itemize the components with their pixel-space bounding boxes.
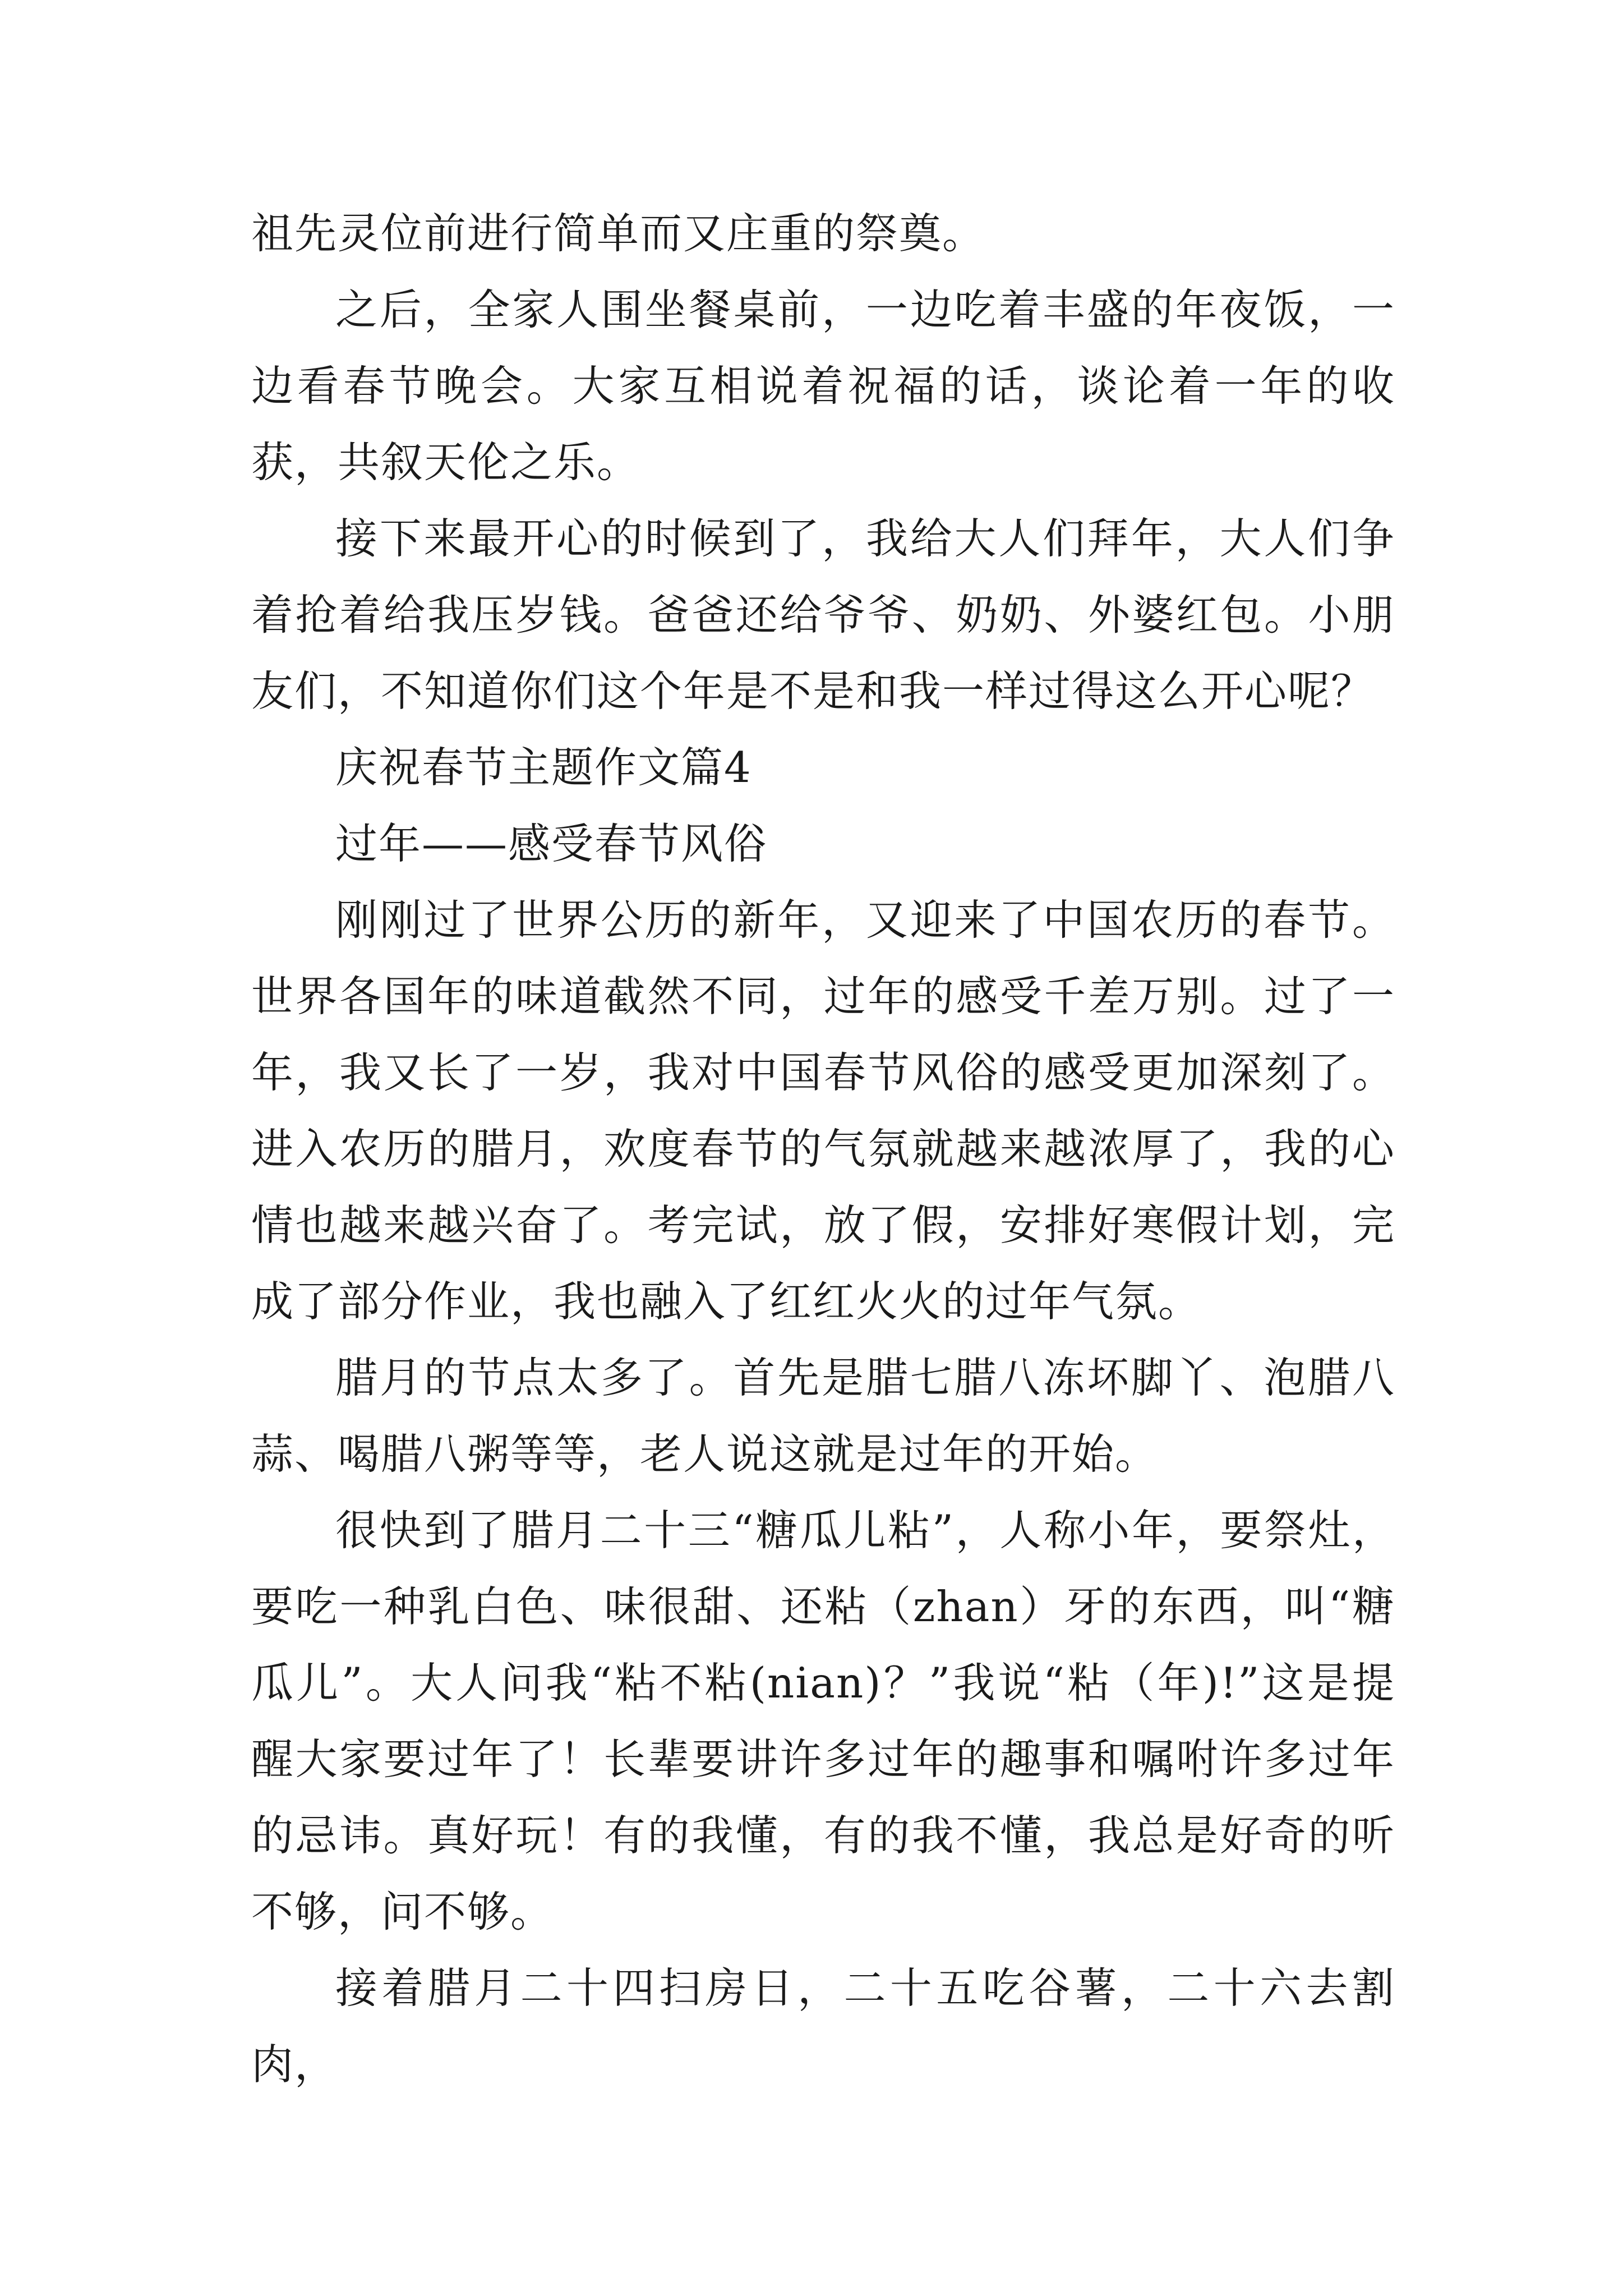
- paragraph: 祖先灵位前进行简单而又庄重的祭奠。: [251, 209, 986, 258]
- essay-title: 过年——感受春节风俗: [335, 819, 768, 868]
- document-body: [251, 195, 1395, 2102]
- paragraph: 接下来最开心的时候到了，我给大人们拜年，大人们争着抢着给我压岁钱。爸爸还给爷爷、奶奶、外婆红包。小朋友们，不知道你们这个年是不是和我一样过得这么开心呢？: [251, 514, 1395, 716]
- paragraph: 接着腊月二十四扫房日，二十五吃谷薯，二十六去割肉，: [251, 1963, 1395, 2089]
- paragraph: 之后，全家人围坐餐桌前，一边吃着丰盛的年夜饭，一边看春节晚会。大家互相说着祝福的话，谈论着一年的收获，共叙天伦之乐。: [251, 285, 1395, 487]
- section-heading: 庆祝春节主题作文篇4: [335, 743, 752, 792]
- paragraph: 腊月的节点太多了。首先是腊七腊八冻坏脚丫、泡腊八蒜、喝腊八粥等等，老人说这就是过年的开始。: [251, 1353, 1395, 1479]
- paragraph: 刚刚过了世界公历的新年，又迎来了中国农历的春节。世界各国年的味道截然不同，过年的感受千差万别。过了一年，我又长了一岁，我对中国春节风俗的感受更加深刻了。进入农历的腊月，欢度春节的气氛就越来越浓厚了，我的心情也越来越兴奋了。考完试，放了假，安排好寒假计划，完成了部分作业，我也融入了红红火火的过年气氛。: [251, 895, 1395, 1326]
- paragraph: 很快到了腊月二十三“糖瓜儿粘”，人称小年，要祭灶，要吃一种乳白色、味很甜、还粘（zhan）牙的东西，叫“糖瓜儿”。大人问我“粘不粘(nian)？”我说“粘（年)!”这是提醒大家要过年了！长辈要讲许多过年的趣事和嘱咐许多过年的忌讳。真好玩！有的我懂，有的我不懂，我总是好奇的听不够，问不够。: [251, 1506, 1395, 1936]
